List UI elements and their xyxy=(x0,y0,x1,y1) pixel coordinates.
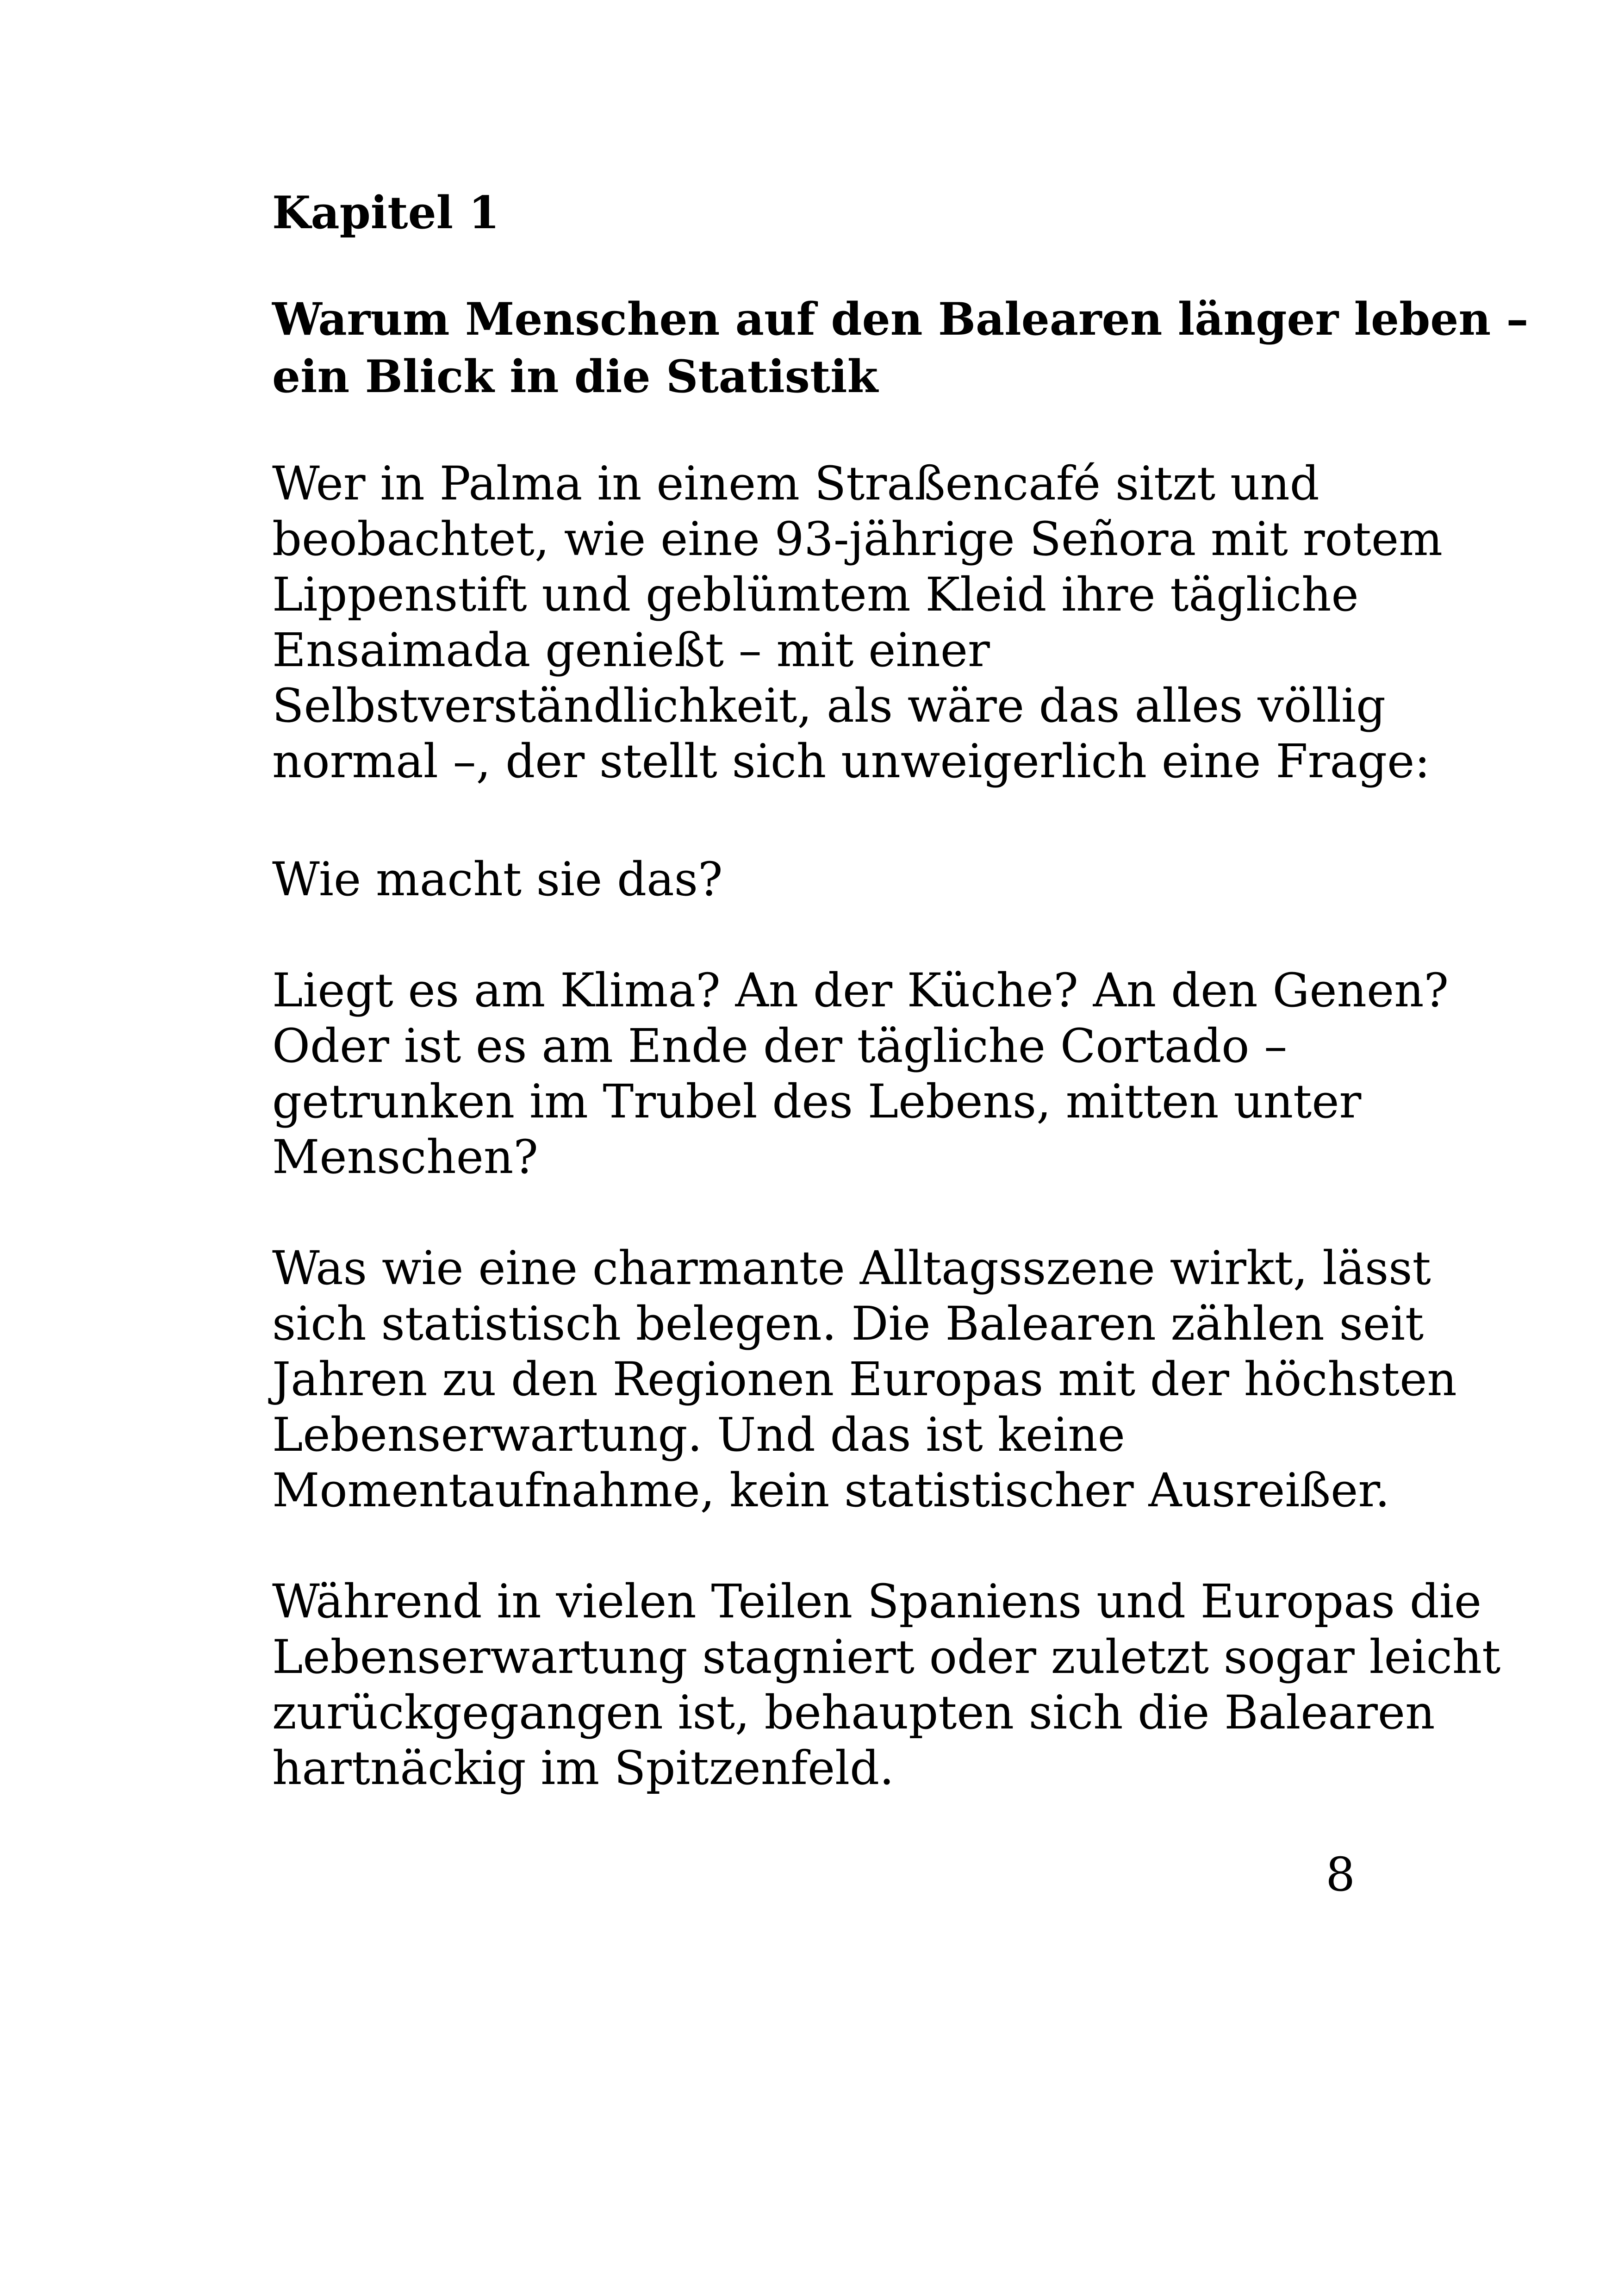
chapter-title xyxy=(272,291,1529,406)
chapter-title-line: ein Blick in die Statistik xyxy=(272,350,878,403)
paragraph-1 xyxy=(272,456,1443,789)
text-line: Selbstverständlichkeit, als wäre das alles völlig xyxy=(272,679,1386,733)
text-line: Momentaufnahme, kein statistischer Ausreißer. xyxy=(272,1463,1390,1517)
text-line: Lippenstift und geblümtem Kleid ihre tägliche xyxy=(272,568,1359,622)
paragraph-3 xyxy=(272,963,1449,1185)
chapter-title-line: Warum Menschen auf den Balearen länger leben – xyxy=(272,293,1529,345)
text-line: Was wie eine charmante Alltagsszene wirkt, lässt xyxy=(272,1241,1431,1295)
paragraph-2 xyxy=(272,852,1355,907)
text-line: beobachtet, wie eine 93-jährige Señora mit rotem xyxy=(272,512,1443,566)
text-line: Während in vielen Teilen Spaniens und Europas die xyxy=(272,1574,1482,1628)
text-line: sich statistisch belegen. Die Balearen zählen seit xyxy=(272,1297,1424,1351)
text-line: Wie macht sie das? xyxy=(272,852,723,906)
text-line: hartnäckig im Spitzenfeld. xyxy=(272,1741,894,1795)
text-line: Jahren zu den Regionen Europas mit der höchsten xyxy=(272,1352,1457,1406)
paragraph-5 xyxy=(272,1574,1501,1796)
text-line: Wer in Palma in einem Straßencafé sitzt und xyxy=(272,456,1319,511)
text-line: Lebenserwartung. Und das ist keine xyxy=(272,1408,1125,1462)
text-line: Liegt es am Klima? An der Küche? An den Genen? xyxy=(272,963,1449,1017)
text-line: Ensaimada genießt – mit einer xyxy=(272,623,990,677)
text-line: Oder ist es am Ende der tägliche Cortado – xyxy=(272,1019,1288,1073)
text-line: Lebenserwartung stagniert oder zuletzt sogar leicht xyxy=(272,1630,1501,1684)
page-number: 8 xyxy=(1326,1847,1355,1902)
text-line: zurückgegangen ist, behaupten sich die Balearen xyxy=(272,1685,1435,1740)
chapter-label: Kapitel 1 xyxy=(272,187,500,239)
paragraph-4 xyxy=(272,1241,1457,1518)
text-line: Menschen? xyxy=(272,1130,538,1184)
text-line: normal –, der stellt sich unweigerlich eine Frage: xyxy=(272,734,1431,788)
text-line: getrunken im Trubel des Lebens, mitten unter xyxy=(272,1074,1362,1129)
